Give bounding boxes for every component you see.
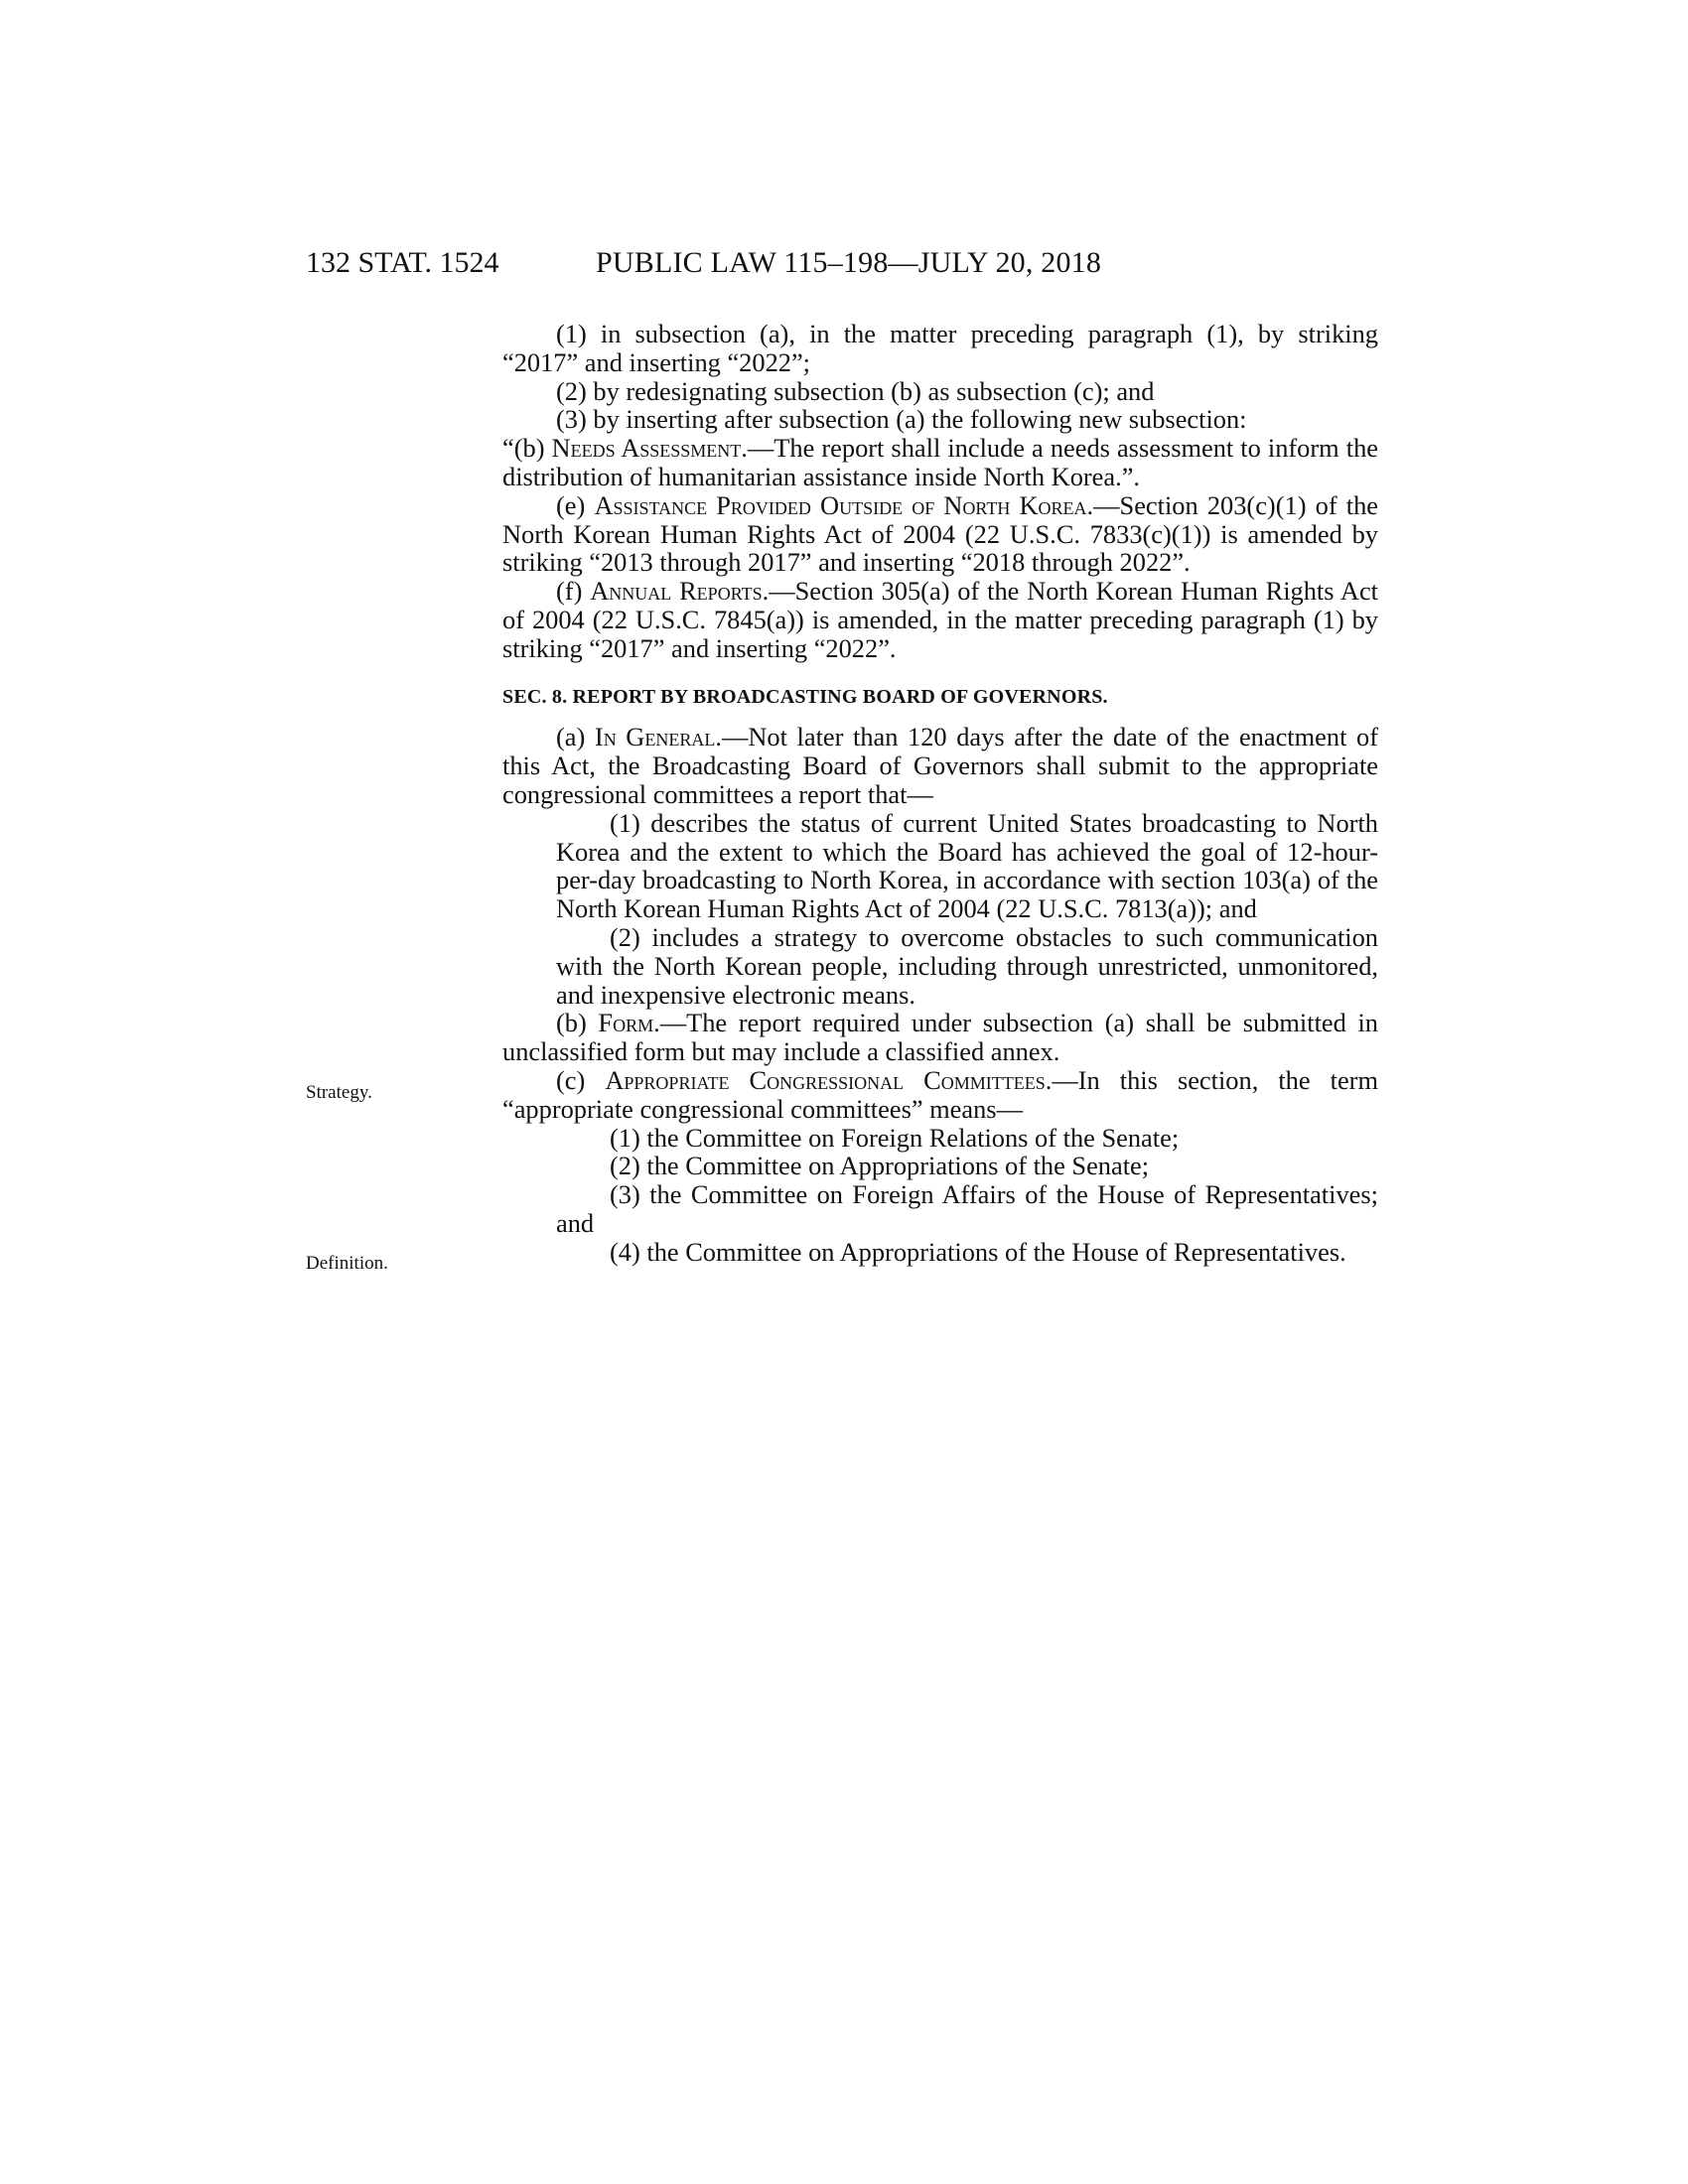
stat-page-number: 132 STAT. 1524 xyxy=(306,246,499,279)
page-header xyxy=(306,246,1378,286)
paragraph-needs-assessment xyxy=(502,434,1378,491)
paragraph-text: .—Section 305(a) of the North Korean Human Rights Act of 2004 (22 U.S.C. 7845(a)) is amended, in the matter preceding paragraph (1) by striking “2017” and inserting “2022”. xyxy=(502,576,1379,663)
running-title: PUBLIC LAW 115–198—JULY 20, 2018 xyxy=(596,246,1102,279)
paragraph-label: (a) xyxy=(556,722,595,752)
paragraph-text: .—Section 203(c)(1) of the North Korean Human Rights Act of 2004 (22 U.S.C. 7833(c)(1)) is amended by striking “2013 through 2017” and inserting “2018 through 2022”. xyxy=(502,489,1378,578)
paragraph-label: (e) xyxy=(556,489,595,520)
subsection-heading: Assistance Provided Outside of North Korea xyxy=(594,489,1087,520)
paragraph-c3: (3) the Committee on Foreign Affairs of the House of Representatives; and xyxy=(556,1179,1378,1238)
paragraph-text: .—The report required under subsection (a) shall be submitted in unclassified form but may include a classified annex. xyxy=(502,1008,1378,1067)
paragraph-label: (c) xyxy=(556,1064,606,1095)
paragraph-subsection-e xyxy=(502,491,1378,577)
paragraph-c1: (1) the Committee on Foreign Relations of the Senate; xyxy=(610,1122,1180,1153)
paragraph-text: .—In this section, the term “appropriate congressional committees” means— xyxy=(502,1064,1378,1124)
paragraph-c4: (4) the Committee on Appropriations of the House of Representatives. xyxy=(610,1236,1346,1267)
paragraph-c2: (2) the Committee on Appropriations of the Senate; xyxy=(610,1151,1150,1181)
paragraph-subsection-c xyxy=(502,1066,1378,1124)
subsection-heading: Annual Reports xyxy=(590,576,763,607)
paragraph-label: (f) xyxy=(556,576,591,607)
subsection-heading: Appropriate Congressional Committees xyxy=(605,1064,1046,1095)
paragraph-a1: (1) describes the status of current United States broadcasting to North Korea and the extent to which the Board has achieved the goal of 12-hour-per-day broadcasting to North Korea, in accordance with section 103(a) of the North Korean Human Rights Act of 2004 (22 U.S.C. 7813(a)); and xyxy=(556,807,1378,924)
body-text xyxy=(502,320,1378,1267)
paragraph-label: “(b) xyxy=(502,433,552,464)
paragraph: (1) in subsection (a), in the matter preceding paragraph (1), by striking “2017” and inserting “2022”; xyxy=(502,319,1378,377)
margin-note-definition: Definition. xyxy=(306,1253,388,1274)
subsection-heading: Form xyxy=(598,1008,654,1038)
paragraph-a2: (2) includes a strategy to overcome obstacles to such communication with the North Korean people, including through unrestricted, unmonitored, and inexpensive electronic means. xyxy=(556,921,1378,1010)
paragraph-subsection-b xyxy=(502,1009,1378,1066)
paragraph: (3) by inserting after subsection (a) the following new subsection: xyxy=(556,404,1247,435)
subsection-heading: Needs Assessment xyxy=(551,433,742,464)
paragraph-text: .—Not later than 120 days after the date of the enactment of this Act, the Broadcasting Board of Governors shall submit to the appropriate congressional committees a report that— xyxy=(502,722,1378,809)
paragraph-text: .—The report shall include a needs assessment to inform the distribution of humanitarian assistance inside North Korea.”. xyxy=(502,433,1378,491)
section-heading: SEC. 8. REPORT BY BROADCASTING BOARD OF GOVERNORS. xyxy=(502,685,1108,708)
paragraph: (2) by redesignating subsection (b) as subsection (c); and xyxy=(556,375,1155,406)
paragraph-label: (b) xyxy=(556,1008,599,1038)
subsection-heading: In General xyxy=(594,722,716,752)
paragraph-subsection-a xyxy=(502,723,1378,808)
paragraph-subsection-f xyxy=(502,577,1378,662)
margin-note-strategy: Strategy. xyxy=(306,1082,372,1103)
